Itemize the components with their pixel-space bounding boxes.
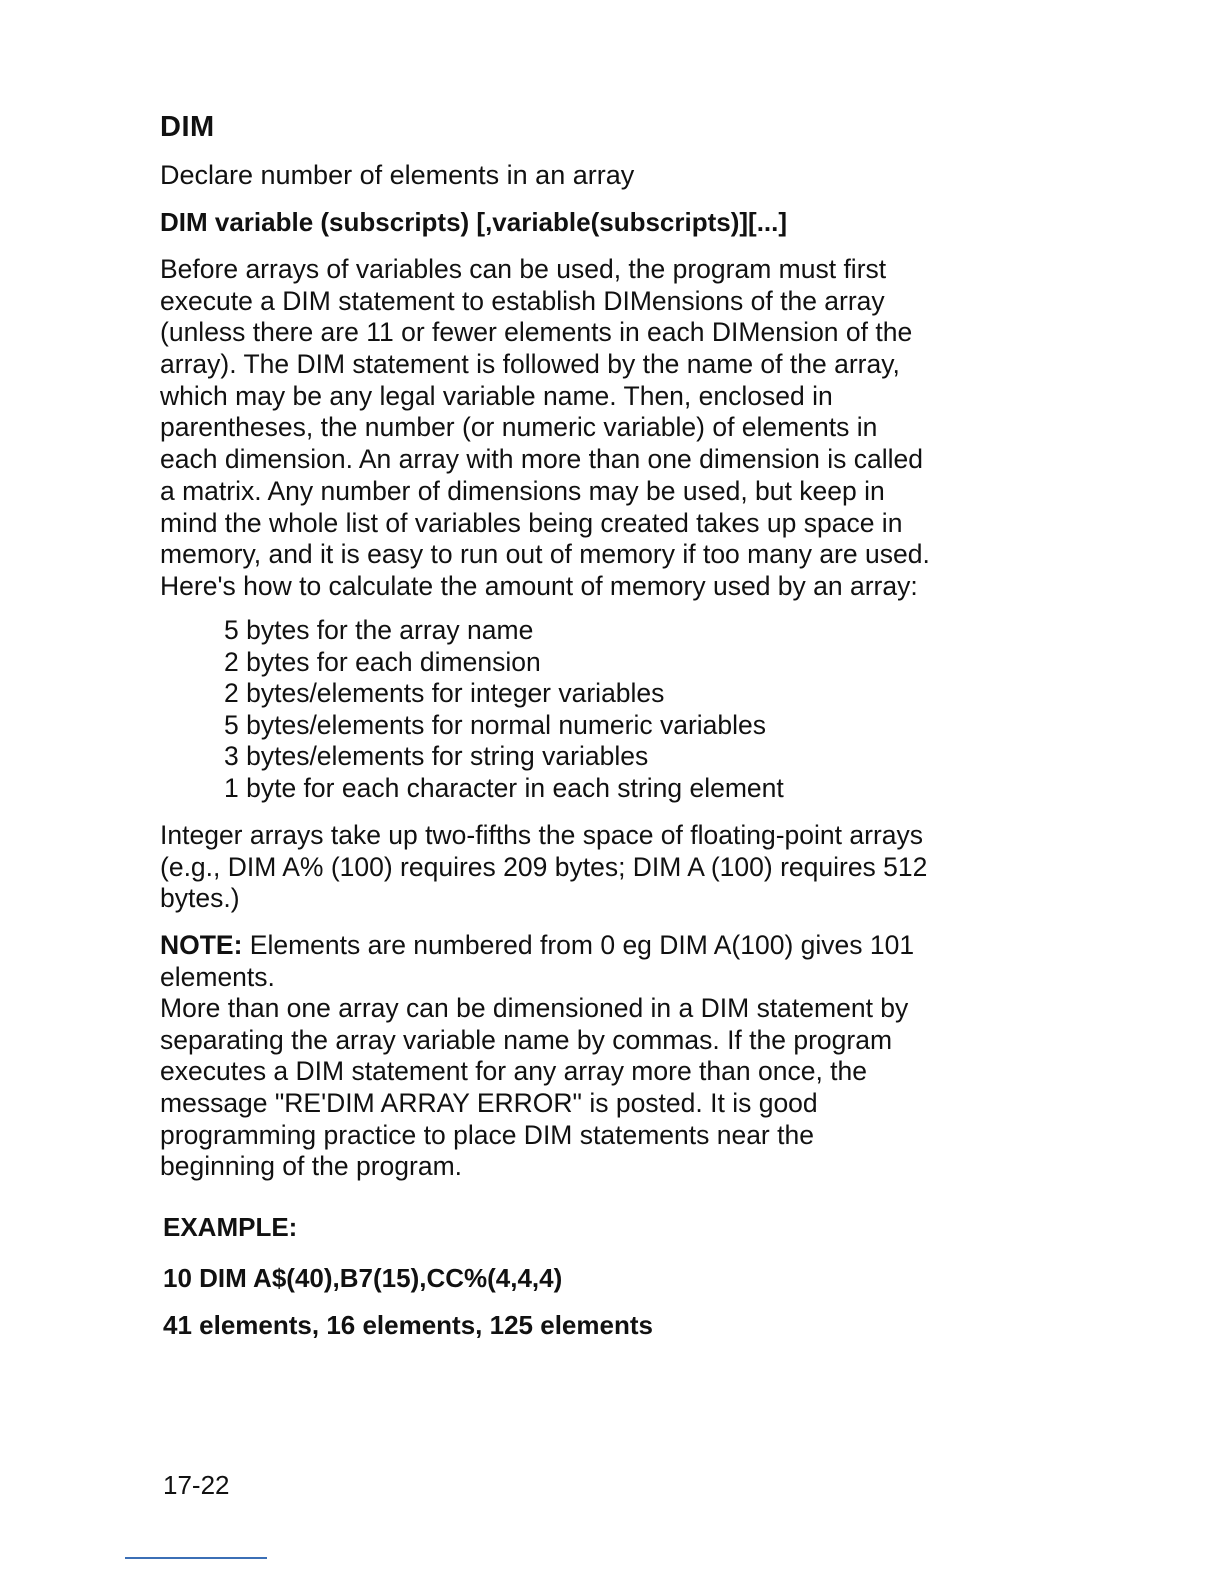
list-item: 3 bytes/elements for string variables xyxy=(224,741,649,771)
note-text: Elements are numbered from 0 eg DIM A(100) gives 101 xyxy=(242,930,915,960)
paragraph-line: bytes.) xyxy=(160,883,240,914)
paragraph-line: (e.g., DIM A% (100) requires 209 bytes; DIM A (100) requires 512 xyxy=(160,851,928,882)
paragraph-line: separating the array variable name by commas. If the program xyxy=(160,1024,893,1055)
page-subtitle: Declare number of elements in an array xyxy=(160,160,635,190)
redim-paragraph xyxy=(160,993,908,1183)
paragraph-line: memory, and it is easy to run out of memory if too many are used. xyxy=(160,539,930,570)
paragraph-line: each dimension. An array with more than one dimension is called xyxy=(160,444,924,475)
note-line xyxy=(160,930,914,962)
bottom-rule xyxy=(125,1557,267,1559)
paragraph-line: More than one array can be dimensioned in a DIM statement by xyxy=(160,993,909,1023)
list-item: 1 byte for each character in each string element xyxy=(224,772,784,803)
note-line: elements. xyxy=(160,961,275,992)
intro-paragraph xyxy=(160,254,930,603)
integer-arrays-paragraph xyxy=(160,820,927,915)
paragraph-line: array). The DIM statement is followed by the name of the array, xyxy=(160,349,900,380)
paragraph-line: Here's how to calculate the amount of memory used by an array: xyxy=(160,570,918,601)
note-label: NOTE: xyxy=(160,930,243,960)
list-item: 5 bytes/elements for normal numeric variables xyxy=(224,709,767,740)
paragraph-line: mind the whole list of variables being created takes up space in xyxy=(160,507,903,538)
paragraph-line: beginning of the program. xyxy=(160,1151,463,1182)
paragraph-line: Before arrays of variables can be used, the program must first xyxy=(160,254,887,284)
example-code: 10 DIM A$(40),B7(15),CC%(4,4,4) xyxy=(163,1263,563,1293)
page-number: 17-22 xyxy=(163,1470,230,1500)
page-heading: DIM xyxy=(160,111,215,143)
paragraph-line: (unless there are 11 or fewer elements in each DIMension of the xyxy=(160,317,913,348)
paragraph-line: executes a DIM statement for any array more than once, the xyxy=(160,1056,868,1087)
paragraph-line: programming practice to place DIM statements near the xyxy=(160,1119,814,1150)
example-label: EXAMPLE: xyxy=(163,1212,298,1242)
note-paragraph xyxy=(160,930,914,993)
paragraph-line: message "RE'DIM ARRAY ERROR" is posted. It is good xyxy=(160,1088,818,1119)
list-item: 2 bytes for each dimension xyxy=(224,646,541,677)
paragraph-line: a matrix. Any number of dimensions may be used, but keep in xyxy=(160,475,885,506)
list-item: 2 bytes/elements for integer variables xyxy=(224,678,665,708)
memory-list xyxy=(224,615,784,804)
example-result: 41 elements, 16 elements, 125 elements xyxy=(163,1310,653,1340)
paragraph-line: parentheses, the number (or numeric variable) of elements in xyxy=(160,412,878,443)
paragraph-line: execute a DIM statement to establish DIMensions of the array xyxy=(160,285,885,316)
syntax-line: DIM variable (subscripts) [,variable(subscripts)][...] xyxy=(160,207,788,237)
paragraph-line: Integer arrays take up two-fifths the space of floating-point arrays xyxy=(160,820,924,850)
paragraph-line: which may be any legal variable name. Then, enclosed in xyxy=(160,380,833,411)
list-item: 5 bytes for the array name xyxy=(224,615,534,645)
